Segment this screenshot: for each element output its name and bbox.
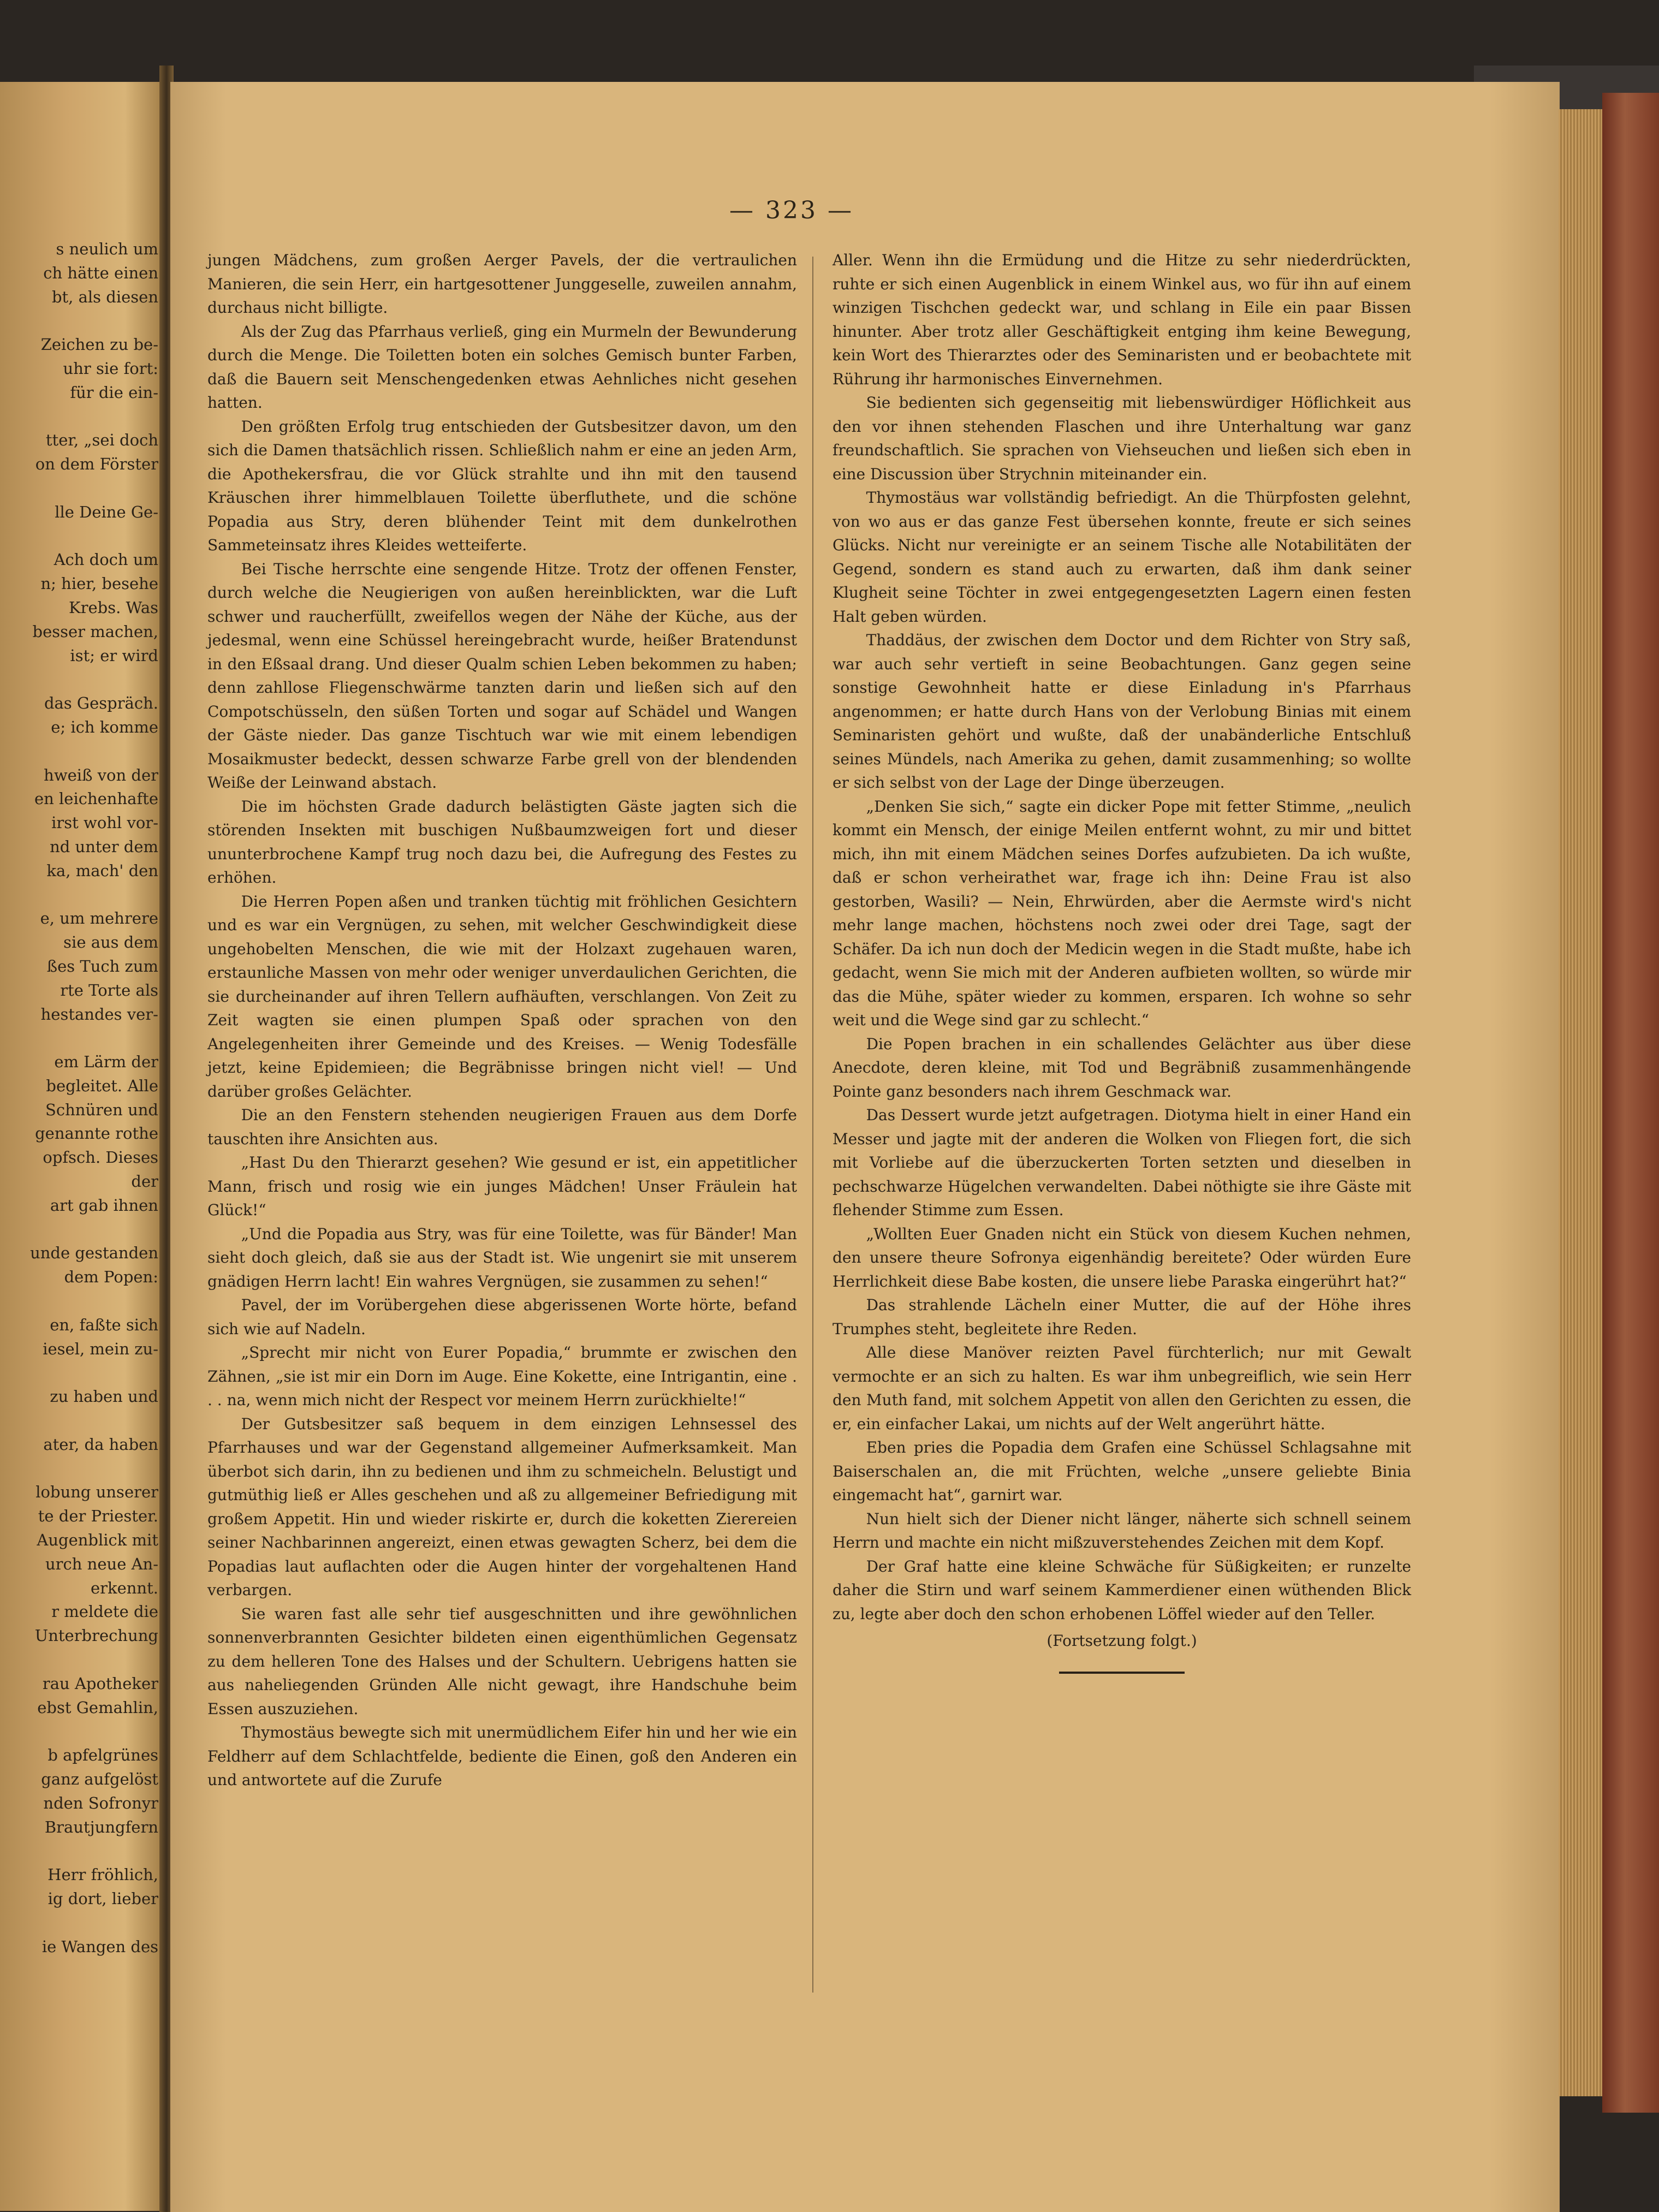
fragment-line xyxy=(0,1361,158,1385)
fragment-line xyxy=(0,1026,158,1050)
fragment-line: ig dort, lieber xyxy=(47,1889,158,1908)
fragment-line xyxy=(0,405,158,429)
fragment-line: unde gestanden xyxy=(30,1244,158,1263)
paragraph: „Sprecht mir nicht von Eurer Popadia,“ brummte er zwischen den Zähnen, „sie ist mir ein Dorn im Auge. Eine Kokette, eine Intrigantin, eine . . . na, wenn mich nicht der Respect vor meinem Herrn zurückhielte!“ xyxy=(207,1343,797,1409)
paragraph: Die an den Fenstern stehenden neugierigen Frauen aus dem Dorfe tauschten ihre Ansichten aus. xyxy=(207,1106,797,1148)
fragment-line xyxy=(0,477,158,501)
fragment-line: dem Popen: xyxy=(64,1268,158,1287)
end-rule xyxy=(1059,1672,1185,1674)
paragraph: Bei Tische herrschte eine sengende Hitze. Trotz der offenen Fenster, durch welche die Neugierigen von außen hereinblickten, war die Luft schwer und raucherfüllt, zweifellos wegen der Nähe der Küche, aus der jedesmal, wenn eine Schüssel hereingebracht wurde, heißer Bratendunst in den Eßsaal drang. Und dieser Qualm schien Leben bekommen zu haben; denn zahllose Fliegenschwärme tanzten darin und ließen sich auf den Compotschüsseln, den süßen Torten und sogar auf Schädel und Wangen der Gäste nieder. Das ganze Tischtuch war wie mit einem lebendigen Mosaikmuster bedeckt, dessen schwarze Farbe grell von der blendenden Weiße der Leinwand abstach. xyxy=(207,560,797,792)
fragment-line xyxy=(0,1911,158,1935)
facing-page-text-fragments xyxy=(0,237,158,1959)
fragment-line xyxy=(0,1457,158,1481)
fragment-line: ebst Gemahlin, xyxy=(37,1698,158,1717)
paragraph: Eben pries die Popadia dem Grafen eine Schüssel Schlagsahne mit Baiserschalen an, die mit Früchten, welche „unsere geliebte Binia eingemacht hat“, garnirt war. xyxy=(833,1438,1411,1504)
right-text-column xyxy=(833,248,1411,1674)
fragment-line: Herr fröhlich, xyxy=(47,1865,158,1884)
paragraph: Thaddäus, der zwischen dem Doctor und dem Richter von Stry saß, war auch sehr vertieft in seine Beobachtungen. Ganz gegen seine sonstige Gewohnheit hatte er diese Einladung in's Pfarrhaus angenommen; er hatte durch Hans von der Verlobung Binias mit einem Seminaristen gehört und wußte, daß der unabänderliche Entschluß seines Mündels, nach Amerika zu gehen, damit zusammenhing; so wollte er sich selbst von der Lage der Dinge überzeugen. xyxy=(833,631,1411,792)
paragraph: Pavel, der im Vorübergehen diese abgerissenen Worte hörte, befand sich wie auf Nadeln. xyxy=(207,1296,797,1338)
fragment-line: lle Deine Ge- xyxy=(55,502,158,521)
fragment-line: für die ein- xyxy=(70,383,158,402)
paragraph: Sie bedienten sich gegenseitig mit liebenswürdiger Höflichkeit aus den vor ihnen stehenden Flaschen und ihre Unterhaltung war ganz freundschaftlich. Sie sprachen von Viehseuchen und ließen sich eben in eine Discussion über Strychnin miteinander ein. xyxy=(833,394,1411,483)
fragment-line: em Lärm der xyxy=(54,1053,158,1072)
fragment-line xyxy=(0,1289,158,1313)
fragment-line: ganz aufgelöst xyxy=(41,1770,158,1788)
paragraph: Sie waren fast alle sehr tief ausgeschnitten und ihre gewöhnlichen sonnenverbrannten Gesichter bildeten einen eigenthümlichen Gegensatz zu dem helleren Tone des Halses und der Schultern. Uebrigens hatten sie aus naheliegenden Gründen Alle nicht gewagt, ihre Handschuhe beim Essen auszuziehen. xyxy=(207,1604,797,1718)
left-text-column xyxy=(207,248,797,1792)
fragment-line: Ach doch um xyxy=(53,550,158,569)
fragment-line: iesel, mein zu- xyxy=(43,1339,158,1358)
fragment-line xyxy=(0,740,158,764)
fragment-line: ka, mach' den xyxy=(46,861,158,880)
paragraph: Die Herren Popen aßen und tranken tüchtig mit fröhlichen Gesichtern und es war ein Vergnügen, zu sehen, mit welcher Geschwindigkeit diese ungehobelten Menschen, die wie mit der Holzaxt zugehauen waren, erstaunliche Massen von mehr oder weniger unverdaulichen Gerichten, die sie durcheinander auf ihren Tellern aufhäuften, verschlangen. Von Zeit zu Zeit wagten sie einen plumpen Spaß oder sprachen von den Angelegenheiten ihrer Gemeinde und des Kreises. — Wenig Todesfälle jetzt, keine Epidemieen; die Begräbnisse bringen nicht viel! — Und darüber großes Gelächter. xyxy=(207,892,797,1101)
fragment-line xyxy=(0,883,158,907)
book-cover-board xyxy=(1602,93,1659,2113)
fragment-line: das Gespräch. xyxy=(44,694,158,713)
fragment-line: s neulich um xyxy=(56,240,158,258)
fragment-line: en, faßte sich xyxy=(50,1315,158,1334)
paragraph: „Hast Du den Thierarzt gesehen? Wie gesund er ist, ein appetitlicher Mann, frisch und rosig wie ein junges Mädchen! Unser Fräulein hat Glück!“ xyxy=(207,1153,797,1219)
fragment-line xyxy=(0,1839,158,1863)
fragment-line: r meldete die xyxy=(51,1602,158,1621)
fragment-line: ist; er wird xyxy=(70,646,158,665)
paragraph: Das strahlende Lächeln einer Mutter, die auf der Höhe ihres Trumphes steht, begleitete ihre Reden. xyxy=(833,1296,1411,1338)
fragment-line: Krebs. Was xyxy=(68,598,158,617)
paragraph: Die Popen brachen in ein schallendes Gelächter aus über diese Anecdote, deren kleine, mit Tod und Begräbniß zusammenhängende Pointe ganz besonders nach ihrem Geschmack war. xyxy=(833,1034,1411,1101)
fragment-line xyxy=(0,1648,158,1672)
paragraph: Den größten Erfolg trug entschieden der Gutsbesitzer davon, um den sich die Damen thatsächlich rissen. Schließlich nahm er eine an jeden Arm, die Apothekersfrau, die vor Glück strahlte und ihn mit den tausend Kräuschen ihrer himmelblauen Toilette überfluthete, und die schöne Popadia aus Stry, deren blühender Teint mit dem dunkelrothen Sammeteinsatz ihres Kleides wetteiferte. xyxy=(207,417,797,554)
fragment-line: opfsch. Dieses xyxy=(43,1148,158,1167)
paragraph: Der Graf hatte eine kleine Schwäche für Süßigkeiten; er runzelte daher die Stirn und warf seinem Kammerdiener einen wüthenden Blick zu, legte aber doch den schon erhobenen Löffel wieder auf den Teller. xyxy=(833,1557,1411,1623)
paragraph: Nun hielt sich der Diener nicht länger, näherte sich schnell seinem Herrn und machte ein nicht mißzuverstehendes Zeichen mit dem Kopf. xyxy=(833,1509,1411,1551)
paragraph: „Denken Sie sich,“ sagte ein dicker Pope mit fetter Stimme, „neulich kommt ein Mensch, der einige Meilen entfernt wohnt, zu mir und bittet mich, ihn mit einem Mädchen seines Dorfes aufzubieten. Da ich wußte, daß er schon verheirathet war, frage ich ihn: Deine Frau ist also gestorben, Wasili? — Nein, Ehrwürden, aber die Aermste wird's nicht mehr lange machen, höchstens noch zwei oder drei Tage, sagt der Schäfer. Da ich nun doch der Medicin wegen in die Stadt mußte, habe ich gedacht, wenn Sie mich mit der Anderen aufbieten wollten, so würde mir das die Mühe, später wieder zu kommen, ersparen. Ich wohne so sehr weit und die Wege sind gar zu schlecht.“ xyxy=(833,797,1411,1029)
fragment-line: e, um mehrere xyxy=(40,909,158,928)
paragraph: Alle diese Manöver reizten Pavel fürchterlich; nur mit Gewalt vermochte er an sich zu halten. Es war ihm unbegreiflich, wie sein Herr den Muth fand, mit solchem Appetit von allen den Gerichten zu essen, die er, ein einfacher Lakai, um nichts auf der Welt angerührt hätte. xyxy=(833,1343,1411,1433)
fragment-line: uhr sie fort: xyxy=(63,359,158,378)
fragment-line: erkennt. xyxy=(91,1578,158,1597)
fragment-line: Brautjungfern xyxy=(44,1817,158,1836)
fragment-line xyxy=(0,525,158,549)
fragment-line: rau Apotheker xyxy=(42,1674,158,1693)
paragraph: Der Gutsbesitzer saß bequem in dem einzigen Lehnsessel des Pfarrhauses und war der Gegenstand allgemeiner Aufmerksamkeit. Man überbot sich darin, ihn zu bedienen und ihm zu schmeicheln. Belustigt und gutmüthig ließ er Alles geschehen und aß zu allgemeiner Befriedigung mit großem Appetit. Hin und wieder riskirte er, durch die koketten Zierereien seiner Nachbarinnen angereizt, einen etwas gewagten Scherz, bei dem die Popadias laut auflachten oder die Augen hinter der vorgehaltenen Hand verbargen. xyxy=(207,1414,797,1599)
fragment-line: rte Torte als xyxy=(60,980,158,1000)
fragment-line: en leichenhafte xyxy=(34,789,158,808)
fragment-line: ie Wangen des xyxy=(41,1937,158,1956)
fragment-line: ater, da haben xyxy=(43,1435,158,1454)
column-divider xyxy=(812,257,813,1993)
fragment-line: begleitet. Alle xyxy=(46,1076,158,1095)
fragment-line xyxy=(0,668,158,692)
fragment-line: besser machen, xyxy=(32,622,158,641)
fragment-line: zu haben und xyxy=(50,1387,158,1406)
fragment-line: e; ich komme xyxy=(51,717,158,736)
fragment-line: genannte rothe xyxy=(35,1124,158,1143)
paragraph: „Und die Popadia aus Stry, was für eine Toilette, was für Bänder! Man sieht doch gleich, daß sie aus der Stadt ist. Wie ungenirt sie mit unserem gnädigen Herrn lacht! Ein wahres Vergnügen, sie zusammen zu sehen!“ xyxy=(207,1224,797,1291)
fragment-line: Unterbrechung xyxy=(34,1626,158,1645)
fragment-line: te der Priester. xyxy=(38,1507,158,1526)
fragment-line: hestandes ver- xyxy=(40,1004,158,1024)
fragment-line: der xyxy=(131,1172,158,1191)
fragment-line: Schnüren und xyxy=(45,1100,158,1119)
paragraph: Die im höchsten Grade dadurch belästigten Gäste jagten sich die störenden Insekten mit buschigen Nußbaumzweigen fort und dieser ununterbrochene Kampf trug noch dazu bei, die Aufregung des Festes zu erhöhen. xyxy=(207,797,797,887)
fragment-line: ch hätte einen xyxy=(43,263,158,282)
fragment-line: irst wohl vor- xyxy=(51,813,158,833)
fragment-line: bt, als diesen xyxy=(51,287,158,306)
paragraph: Thymostäus bewegte sich mit unermüdlichem Eifer hin und her wie ein Feldherr auf dem Schlachtfelde, bediente die Einen, goß den Anderen ein und antwortete auf die Zurufe xyxy=(207,1723,797,1789)
fragment-line: b apfelgrünes xyxy=(47,1746,158,1765)
fragment-line: urch neue An- xyxy=(45,1554,158,1573)
fragment-line xyxy=(0,1218,158,1242)
fragment-line xyxy=(0,1720,158,1744)
page-number: — 323 — xyxy=(729,197,854,224)
paragraph: Aller. Wenn ihn die Ermüdung und die Hitze zu sehr niederdrückten, ruhte er sich einen Augenblick in einem Winkel aus, wo für ihn auf einem winzigen Tischchen gedeckt war, und schlang in Eile ein paar Bissen hinunter. Aber trotz aller Geschäftigkeit entging ihm keine Bewegung, kein Wort des Thierarztes oder des Seminaristen und er beobachtete mit Rührung ihr harmonisches Einvernehmen. xyxy=(833,251,1411,388)
fragment-line: ßes Tuch zum xyxy=(46,956,158,976)
fragment-line: lobung unserer xyxy=(35,1483,158,1502)
fragment-line: hweiß von der xyxy=(44,765,158,784)
fragment-line: Augenblick mit xyxy=(37,1531,158,1550)
fragment-line: sie aus dem xyxy=(63,933,158,952)
fragment-line: nd unter dem xyxy=(50,837,158,856)
page-edges xyxy=(1559,109,1605,2096)
fragment-line: n; hier, besehe xyxy=(40,574,158,593)
fragment-line xyxy=(0,309,158,333)
fragment-line: art gab ihnen xyxy=(50,1196,158,1215)
fragment-line: Zeichen zu be- xyxy=(40,335,158,354)
paragraph: „Wollten Euer Gnaden nicht ein Stück von diesem Kuchen nehmen, den unsere theure Sofronya eigenhändig bereitete? Oder würden Eure Herrlichkeit diese Babe kosten, die unsere liebe Paraska eingerührt hat?“ xyxy=(833,1224,1411,1291)
continuation-note: (Fortsetzung folgt.) xyxy=(1046,1632,1197,1650)
paragraph: Thymostäus war vollständig befriedigt. An die Thürpfosten gelehnt, von wo aus er das ganze Fest übersehen konnte, freute er sich seines Glücks. Nicht nur vereinigte er an seinem Tische alle Notabilitäten der Gegend, sondern es stand auch zu erwarten, daß ihm dank seiner Klugheit seine Töchter in zwei entgegengesetzten Lagern einen festen Halt geben würden. xyxy=(833,489,1411,626)
paragraph: jungen Mädchens, zum großen Aerger Pavels, der die vertraulichen Manieren, die sein Herr, ein hartgesottener Junggeselle, zuweilen annahm, durchaus nicht billigte. xyxy=(207,251,797,317)
fragment-line xyxy=(0,1409,158,1433)
fragment-line: nden Sofronyr xyxy=(43,1793,158,1812)
paragraph: Als der Zug das Pfarrhaus verließ, ging ein Murmeln der Bewunderung durch die Menge. Die Toiletten boten ein solches Gemisch bunter Farben, daß die Bauern seit Menschengedenken etwas Aehnliches nicht gesehen hatten. xyxy=(207,322,797,412)
fragment-line: tter, „sei doch xyxy=(45,431,158,450)
fragment-line: on dem Förster xyxy=(35,455,158,474)
paragraph: Das Dessert wurde jetzt aufgetragen. Diotyma hielt in einer Hand ein Messer und jagte mit der anderen die Wolken von Fliegen fort, die sich mit Vorliebe auf die überzuckerten Torten setzten und dieselben in pechschwarze Hügelchen verwandelten. Dabei nöthigte sie ihre Gäste mit flehender Stimme zum Essen. xyxy=(833,1106,1411,1219)
